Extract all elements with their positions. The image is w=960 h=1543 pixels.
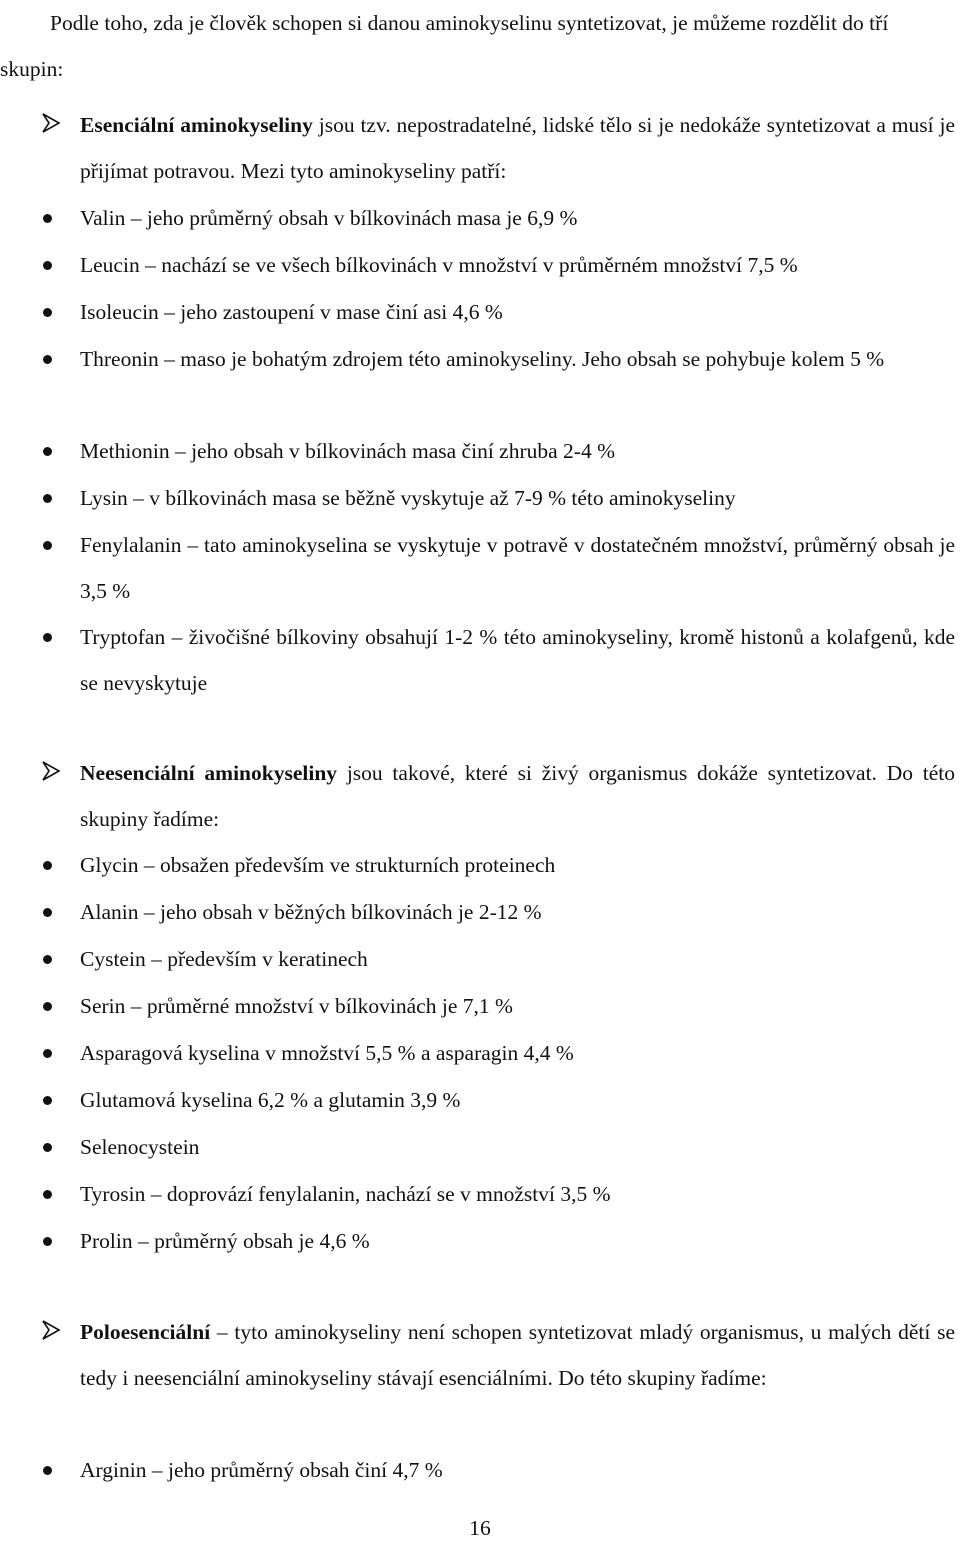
section-description: tyto aminokyseliny není schopen syntetizovat mladý organismus, u malých dětí se tedy i neesenciální aminokyseliny stávají esenciálními. Do této skupiny řadíme: — [80, 1320, 955, 1390]
section-nonessential-text — [80, 750, 955, 842]
list-item-text: Cystein – především v keratinech — [80, 947, 368, 971]
section-term: Neesenciální aminokyseliny — [80, 761, 338, 785]
list-item-text: Methionin – jeho obsah v bílkovinách masa činí zhruba 2-4 % — [80, 439, 615, 463]
list-item-text: Selenocystein — [80, 1135, 200, 1159]
bullet-icon — [43, 261, 52, 270]
page-number: 16 — [469, 1516, 491, 1540]
list-item-text: Asparagová kyselina v množství 5,5 % a asparagin 4,4 % — [80, 1041, 574, 1065]
bullet-icon — [43, 1049, 52, 1058]
arrow-bullet-icon — [40, 760, 62, 782]
bullet-icon — [43, 861, 52, 870]
list-item-text: Isoleucin – jeho zastoupení v mase činí asi 4,6 % — [80, 300, 503, 324]
bullet-icon — [43, 214, 52, 223]
list-item-text: Tyrosin – doprovází fenylalanin, nachází se v množství 3,5 % — [80, 1182, 611, 1206]
arrow-bullet-icon — [40, 1319, 62, 1341]
bullet-icon — [43, 308, 52, 317]
section-term: Poloesenciální — [80, 1320, 211, 1344]
bullet-icon — [43, 908, 52, 917]
section-term: Esenciální aminokyseliny — [80, 113, 313, 137]
section-separator: – — [210, 1320, 235, 1344]
bullet-icon — [43, 541, 52, 550]
section-separator — [337, 761, 347, 785]
list-item-text: Tryptofan – živočišné bílkoviny obsahují 1-2 % této aminokyseliny, kromě histonů a kolafgenů, kde se nevyskytuje — [80, 625, 955, 695]
list-item-text: Glutamová kyselina 6,2 % a glutamin 3,9 % — [80, 1088, 461, 1112]
list-item-text: Fenylalanin – tato aminokyselina se vyskytuje v potravě v dostatečném množství, průměrný obsah je 3,5 % — [80, 533, 955, 603]
section-semiessential-text — [80, 1309, 955, 1401]
list-item-text: Leucin – nachází se ve všech bílkovinách v množství v průměrném množství 7,5 % — [80, 253, 798, 277]
list-item-text: Prolin – průměrný obsah je 4,6 % — [80, 1229, 370, 1253]
list-item-text: Arginin – jeho průměrný obsah činí 4,7 % — [80, 1458, 443, 1482]
bullet-icon — [43, 355, 52, 364]
bullet-icon — [43, 1190, 52, 1199]
arrow-bullet-icon — [40, 112, 62, 134]
bullet-icon — [43, 633, 52, 642]
bullet-icon — [43, 1096, 52, 1105]
bullet-icon — [43, 1002, 52, 1011]
bullet-icon — [43, 494, 52, 503]
section-essential-text — [80, 102, 955, 194]
list-item-text: Threonin – maso je bohatým zdrojem této aminokyseliny. Jeho obsah se pohybuje kolem 5 % — [80, 347, 885, 371]
intro-paragraph: Podle toho, zda je člověk schopen si danou aminokyselinu syntetizovat, je můžeme rozdělit do tří skupin: — [0, 11, 889, 81]
section-description: jsou tzv. nepostradatelné, lidské tělo si je nedokáže syntetizovat a musí je přijímat potravou. Mezi tyto aminokyseliny patří: — [80, 113, 955, 183]
bullet-icon — [43, 1237, 52, 1246]
bullet-icon — [43, 1143, 52, 1152]
list-item-text: Serin – průměrné množství v bílkovinách je 7,1 % — [80, 994, 513, 1018]
bullet-icon — [43, 955, 52, 964]
bullet-icon — [43, 1466, 52, 1475]
section-description: jsou takové, které si živý organismus dokáže syntetizovat. Do této skupiny řadíme: — [80, 761, 955, 831]
list-item-text: Alanin – jeho obsah v běžných bílkovinách je 2-12 % — [80, 900, 542, 924]
bullet-icon — [43, 447, 52, 456]
list-item-text: Glycin – obsažen především ve strukturních proteinech — [80, 853, 556, 877]
list-item-text: Valin – jeho průměrný obsah v bílkovinách masa je 6,9 % — [80, 206, 578, 230]
list-item-text: Lysin – v bílkovinách masa se běžně vyskytuje až 7-9 % této aminokyseliny — [80, 486, 736, 510]
